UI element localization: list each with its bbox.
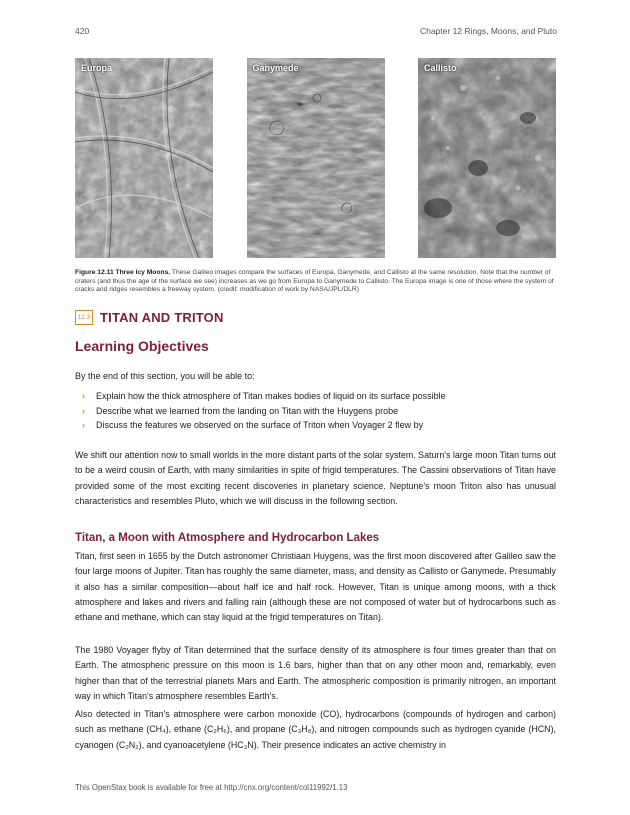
list-item: › Describe what we learned from the landing on Titan with the Huygens probe bbox=[82, 404, 552, 419]
chevron-right-icon: › bbox=[82, 405, 85, 416]
europa-image bbox=[75, 58, 213, 258]
learning-objectives-title: Learning Objectives bbox=[75, 338, 209, 354]
ganymede-image bbox=[247, 58, 385, 258]
learning-objectives-intro: By the end of this section, you will be able to: bbox=[75, 371, 255, 381]
list-item: › Explain how the thick atmosphere of Titan makes bodies of liquid on its surface possible bbox=[82, 389, 552, 404]
europa-label: Europa bbox=[81, 63, 113, 73]
subsection-title: Titan, a Moon with Atmosphere and Hydrocarbon Lakes bbox=[75, 532, 380, 544]
paragraph-voyager-flyby: The 1980 Voyager flyby of Titan determined that the surface density of its atmosphere is four times greater than that on Earth. The atmospheric pressure on this moon is 1.6 bars, higher than that on any other moon and, remarkably, even higher than that of the terrestrial planets Mars and Earth. The atmospheric composition is primarily nitrogen, an important way in which Titan's atmosphere resembles Earth's. bbox=[75, 645, 556, 701]
ganymede-surface bbox=[247, 58, 385, 258]
chapter-header: Chapter 12 Rings, Moons, and Pluto bbox=[419, 26, 557, 36]
ganymede-label: Ganymede bbox=[252, 63, 299, 73]
footer-text: This OpenStax book is available for free at http://cnx.org/content/col11992/1.13 bbox=[75, 783, 348, 792]
paragraph-intro: We shift our attention now to small worlds in the more distant parts of the solar system. Saturn's large moon Titan turns out to be a weird cousin of Earth, with many similarities in spite of frigid temperatures. The Cassini observations of Titan have provided some of the most exciting recent discoveries in planetary science. Neptune's moon Triton also has unusual characteristics and resembles Pluto, which we will discuss in the following section. bbox=[75, 450, 557, 506]
callisto-surface bbox=[418, 58, 556, 258]
paragraph-titan-discovery: Titan, first seen in 1655 by the Dutch astronomer Christiaan Huygens, was the first moon discovered after Galileo saw the four large moons of Jupiter. Titan has roughly the same diameter, mass, and density as Callisto or Ganymede. Presumably it also has a similar composition—about half ice and half rock. However, Titan is unique among moons, with a thick atmosphere and lakes and rivers and falling rain (although these are not composed of water but of hydrocarbons such as ethane and methane, which can stay liquid at the frigid temperatures on Titan). bbox=[75, 551, 556, 623]
section-number: 12.3 bbox=[75, 310, 93, 325]
section-heading bbox=[75, 310, 224, 325]
figure-caption bbox=[75, 269, 556, 295]
section-title: TITAN AND TRITON bbox=[100, 310, 224, 325]
callisto-image bbox=[418, 58, 556, 258]
chevron-right-icon: › bbox=[82, 420, 85, 430]
figure-three-icy-moons bbox=[75, 58, 556, 258]
caption-text: These Galileo images compare the surfaces of Europa, Ganymede, and Callisto at the same resolution. Note that the number of craters (and thus the age of the surface we see) increases as we go from Europa to Ganymede to Callisto. The Europa image is one of those where the system of cracks and ridges resembles a freeway system. (credit: modification of work by NASA/JPL/DLR) bbox=[75, 269, 554, 294]
chevron-right-icon: › bbox=[82, 391, 85, 401]
callisto-label: Callisto bbox=[424, 63, 457, 73]
europa-surface bbox=[75, 58, 213, 258]
page-number: 420 bbox=[75, 26, 90, 36]
caption-label: Figure 12.11 Three Icy Moons. bbox=[75, 269, 171, 276]
paragraph-atmosphere-chemistry: Also detected in Titan's atmosphere were carbon monoxide (CO), hydrocarbons (compounds of hydrogen and carbon) such as methane (CH₄), ethane (C₂H₆), and propane (C₃H₈), and nitrogen compounds such as hydrogen cyanide (HCN), cyanogen (C₂N₂), and cyanoacetylene (HC₃N). Their presence indicates an active chemistry in bbox=[75, 709, 556, 750]
learning-objectives-list bbox=[82, 389, 552, 433]
list-item: › Discuss the features we observed on the surface of Triton when Voyager 2 flew by bbox=[82, 418, 552, 433]
